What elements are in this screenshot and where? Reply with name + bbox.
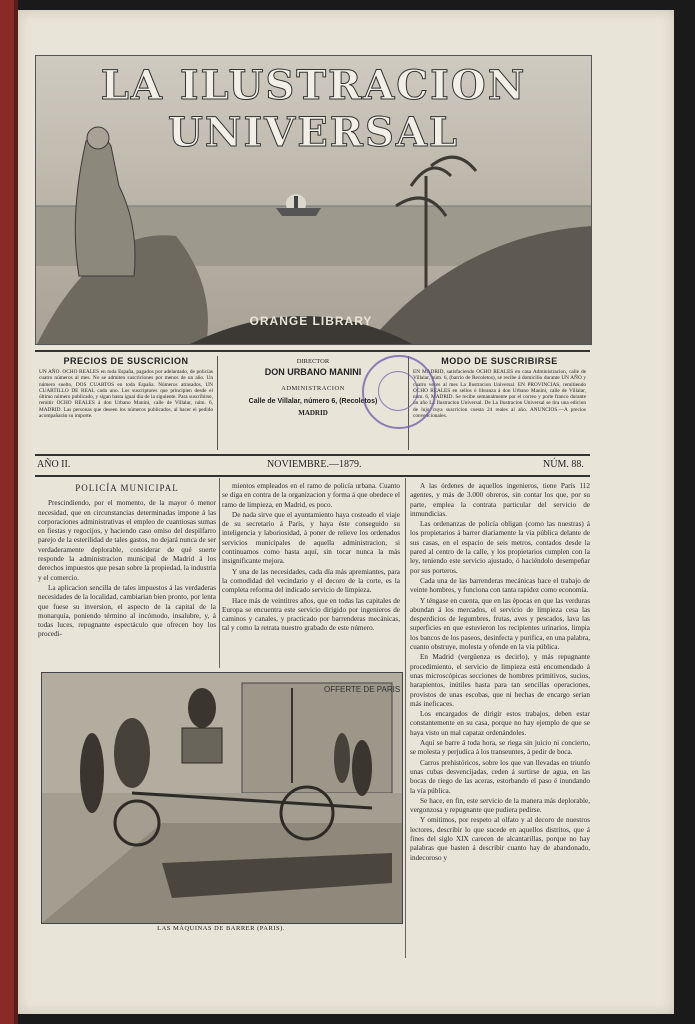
article-title: POLICÍA MUNICIPAL	[75, 483, 179, 493]
paragraph: Se hace, en fin, este servicio de la manera más deplorable, vergonzosa y repugnante que pudiera pedirse.	[410, 796, 590, 815]
administration-address: Calle de Villalar, número 6, (Recoletos)	[248, 398, 378, 405]
administration-label: ADMINISTRACION	[281, 385, 345, 392]
article-column-3	[410, 482, 590, 962]
subscribe-heading: MODO DE SUSCRIBIRSE	[441, 356, 558, 366]
engraving-caption: LAS MÁQUINAS DE BARRER (PARIS).	[157, 925, 285, 932]
paragraph: Aquí se barre á toda hora, se riega sin juicio ni concierto, se molesta y perjudica á los transeuntes, á pedir de boca.	[410, 739, 590, 757]
dateline	[35, 455, 590, 477]
subscribe-column	[409, 356, 590, 450]
paragraph: Y una de las necesidades, cada día más apremiantes, para la comodidad del vecindario y el decoro de la corte, es la completa reforma del indicado servicio de limpieza.	[222, 567, 400, 595]
subscribe-text: EN MADRID, satisfaciendo OCHO REALES en casa Administracion, calle de Villalar, núm. 6, (barrio de Recoletos), se recibe á domicilio durante UN AÑO y cuatro veces al mes La Ilustracion Universal. EN PROVINCIAS, remitiendo OCHO REALES en sellos ó libranza á don Urbano Manini, calle de Villalar, núm. 6, MADRID. Se recibe semanalmente por el correo y porte franco durante un año La Ilustracion Universal. De La Ilustracion Universal se tira una edicion de lujo cuya suscricion cuesta 24 reales al año. ANUNCIOS.—A precios convencionales.	[413, 369, 586, 420]
paragraph: Cada una de las barrenderas mecánicas hace el trabajo de veinte hombres, y funciona con tanta rapidez como economía.	[410, 576, 590, 595]
paragraph: Y téngase en cuenta, que en las épocas en que las verduras abundan á los mercados, el servicio de limpieza cesa las desperdicios de legumbres, frutas, aves y pescados, lava las superficies en que estuvieron los recipientes urinarios, limpia los bancos de los paseos, desinfecta y purifica, en una palabra, cuanto obstruye, molesta y ofende en la vía pública.	[410, 596, 590, 652]
paragraph: En Madrid (vergüenza es decirlo), y más repugnante procedimiento, el servicio de limpieza está encomendado á unas microscópicas secciones de hombres primitivos, sucios, harapientos, inútiles hasta para tan sencillas operaciones, provistos de unas escobas, que ni hechas de encargo serian más ineficaces.	[410, 653, 590, 708]
column-divider	[219, 478, 220, 668]
paragraph: La aplicacion sencilla de tales impuestos á las verdaderas necesidades de la localidad, cambiarian bien pronto, por lenta que fuese su inversion, el aspecto de la capital de la monarquía, poniendo término al incómodo, insalubre, y, á todas luces, repugnante espectáculo que ofrecen hoy los procedi-	[38, 583, 216, 639]
library-stamp-icon	[362, 355, 436, 429]
book-spine	[0, 0, 14, 1024]
column-divider	[405, 478, 406, 958]
prices-column	[35, 356, 218, 450]
date-label: NOVIEMBRE.—1879.	[267, 459, 362, 470]
administration-city: MADRID	[298, 409, 328, 417]
director-heading: DIRECTOR	[296, 358, 330, 365]
prices-text: UN AÑO. OCHO REALES en toda España, pagados por adelantado, de policías cuatro números al mes. No se admiten suscriciones por menos de un año. Un número suelto, DOS CUARTOS en toda España. Números atrasados, UN CUARTILLO DE REAL cada uno. Los suscriptores que principien desde el último número publicado, y sigan hasta igual día de la siguiente. Para suscribirse, remitir OCHO REALES á don Urbano Manini, calle de Villalar, núm. 6, MADRID. Las personas que deseen los números publicados, al hacer el pedido acompañarán su importe.	[39, 369, 213, 420]
paragraph: Hace más de veintitres años, que en todas las capitales de Europa se encuentra este servicio dirigido por ingenieros de caminos y canales, y practicado por barrenderas mecánicas, tal y como la retrata nuestro grabado de este número.	[222, 596, 400, 633]
article-column-1	[38, 482, 216, 667]
prices-heading: PRECIOS DE SUSCRICION	[63, 356, 189, 366]
paragraph: Y omitimos, por respeto al olfato y al decoro de nuestros lectores, describir lo que sucede en aquellos distritos, que á fines del siglo XIX carecen de alcantarillas, porque no hay palabras que basten á describir cuanto hay de abandonado, indecoroso y	[410, 816, 590, 862]
paragraph: Las ordenanzas de policía obligan (como las nuestras) á los propietarios á barrer diariamente la vía pública delante de sus casas, en el espacio de seis metros, contados desde la pared al centro de la calle, y los propietarios cumplen con la ley, teniendo este servicio ajustado, ó haciéndolo desempeñar por sus porteros.	[410, 520, 590, 575]
paragraph: De nada sirve que el ayuntamiento haya costeado el viaje de su secretario á París, y haya éste conseguido su inteligencia y laboriosidad, á poner de relieve los ordenados servicios municipales de aquella administracion, si continuamos como hasta aquí, sin tocar nunca la más insignificante mejora.	[222, 510, 400, 566]
shop-sign: OFFERTE DE PARIS	[324, 685, 401, 694]
article-column-2	[222, 482, 400, 667]
masthead-illustration	[35, 55, 592, 345]
masthead-subtitle: ORANGE LIBRARY	[249, 314, 373, 328]
issue-number: NÚM. 88.	[543, 459, 584, 470]
street-sweeper-engraving	[41, 672, 403, 924]
paragraph: A las órdenes de aquellos ingenieros, tiene París 112 agentes, y más de 3.000 obreros, sin contar los que, por su parte, emplea la contrata particular del servicio de inmundicias.	[410, 482, 590, 518]
year-label: AÑO II.	[37, 459, 71, 470]
paragraph: Prescindiendo, por el momento, de la mayor ó menor necesidad, que en circunstancias determinadas impone á las corporaciones administrativas el empleo de cuantiosas sumas en fiestas y regocijos, y haciendo caso omiso del despilfarro parejo de la esterilidad de tales gastos, no dejará nunca de ser verdaderamente deplorable, considerar de qué suerte responde la administracion municipal de Madrid á los derechos impuestos que pesan sobre la propiedad, la industria y el comercio.	[38, 499, 216, 582]
subscription-info-bar	[35, 350, 590, 456]
paragraph: Carros prehistóricos, sobre los que van llevadas en triunfo unas cubas desvencijadas, ceden á surtirse de agua, en las bocas de riego de las aceras, estorbando el paso é inundando la vía pública.	[410, 758, 590, 795]
paragraph: mientos empleados en el ramo de policía urbana. Cuanto se diga en contra de la organizacion y forma á que obedece el ramo de limpieza, en Madrid, es poco.	[222, 482, 400, 509]
paragraph: Los encargados de dirigir estos trabajos, deben estar constantemente en su casa, porque no hay ejemplo de que se haya visto un mal capataz ordenándoles.	[410, 710, 590, 737]
masthead-title: LA ILUSTRACION UNIVERSAL	[100, 62, 527, 156]
director-name: DON URBANO MANINI	[264, 367, 362, 377]
engraving-art	[42, 673, 402, 923]
